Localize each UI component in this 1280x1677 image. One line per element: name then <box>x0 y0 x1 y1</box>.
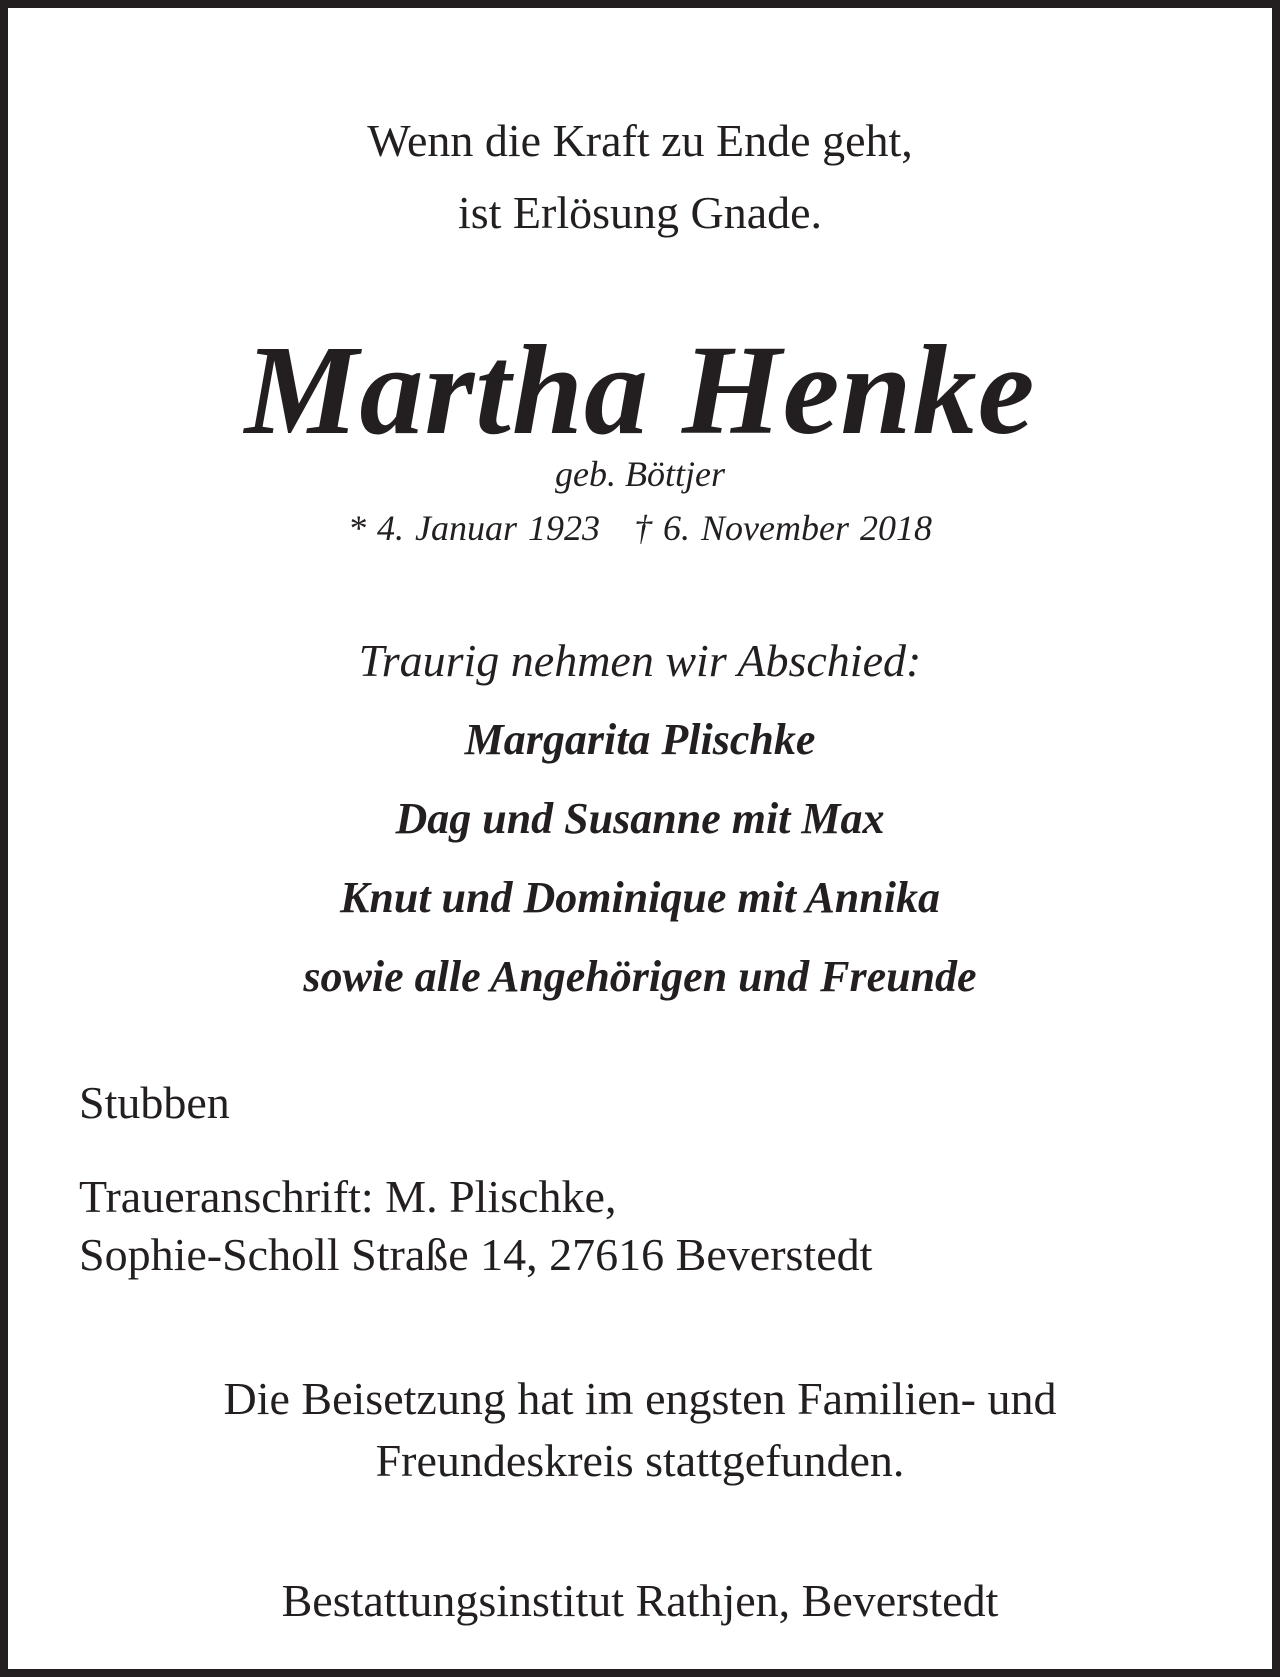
mourner-name: Dag und Susanne mit Max <box>395 794 885 843</box>
deceased-name: Martha Henke <box>244 319 1036 461</box>
birth-date: * 4. Januar 1923 <box>348 508 601 548</box>
burial-note-line-2: Freundeskreis stattgefunden. <box>375 1435 905 1486</box>
mourner-name: Margarita Plischke <box>464 715 816 764</box>
undertaker-name: Bestattungsinstitut Rathjen, Beverstedt <box>281 1575 999 1626</box>
motto-line-2: ist Erlösung Gnade. <box>457 187 823 238</box>
farewell-intro: Traurig nehmen wir Abschied: <box>358 635 922 686</box>
mourner-name: sowie alle Angehörigen und Freunde <box>303 952 977 1001</box>
death-date: † 6. November 2018 <box>634 508 932 548</box>
maiden-name: geb. Böttjer <box>555 454 725 494</box>
mourner-name: Knut und Dominique mit Annika <box>340 873 940 922</box>
address-line-1: Traueranschrift: M. Plischke, <box>79 1171 617 1222</box>
place-name: Stubben <box>79 1077 230 1128</box>
address-line-2: Sophie-Scholl Straße 14, 27616 Beverstedt <box>79 1229 873 1280</box>
motto-line-1: Wenn die Kraft zu Ende geht, <box>367 115 913 166</box>
burial-note-line-1: Die Beisetzung hat im engsten Familien- und <box>223 1373 1057 1424</box>
life-dates <box>8 510 1272 546</box>
